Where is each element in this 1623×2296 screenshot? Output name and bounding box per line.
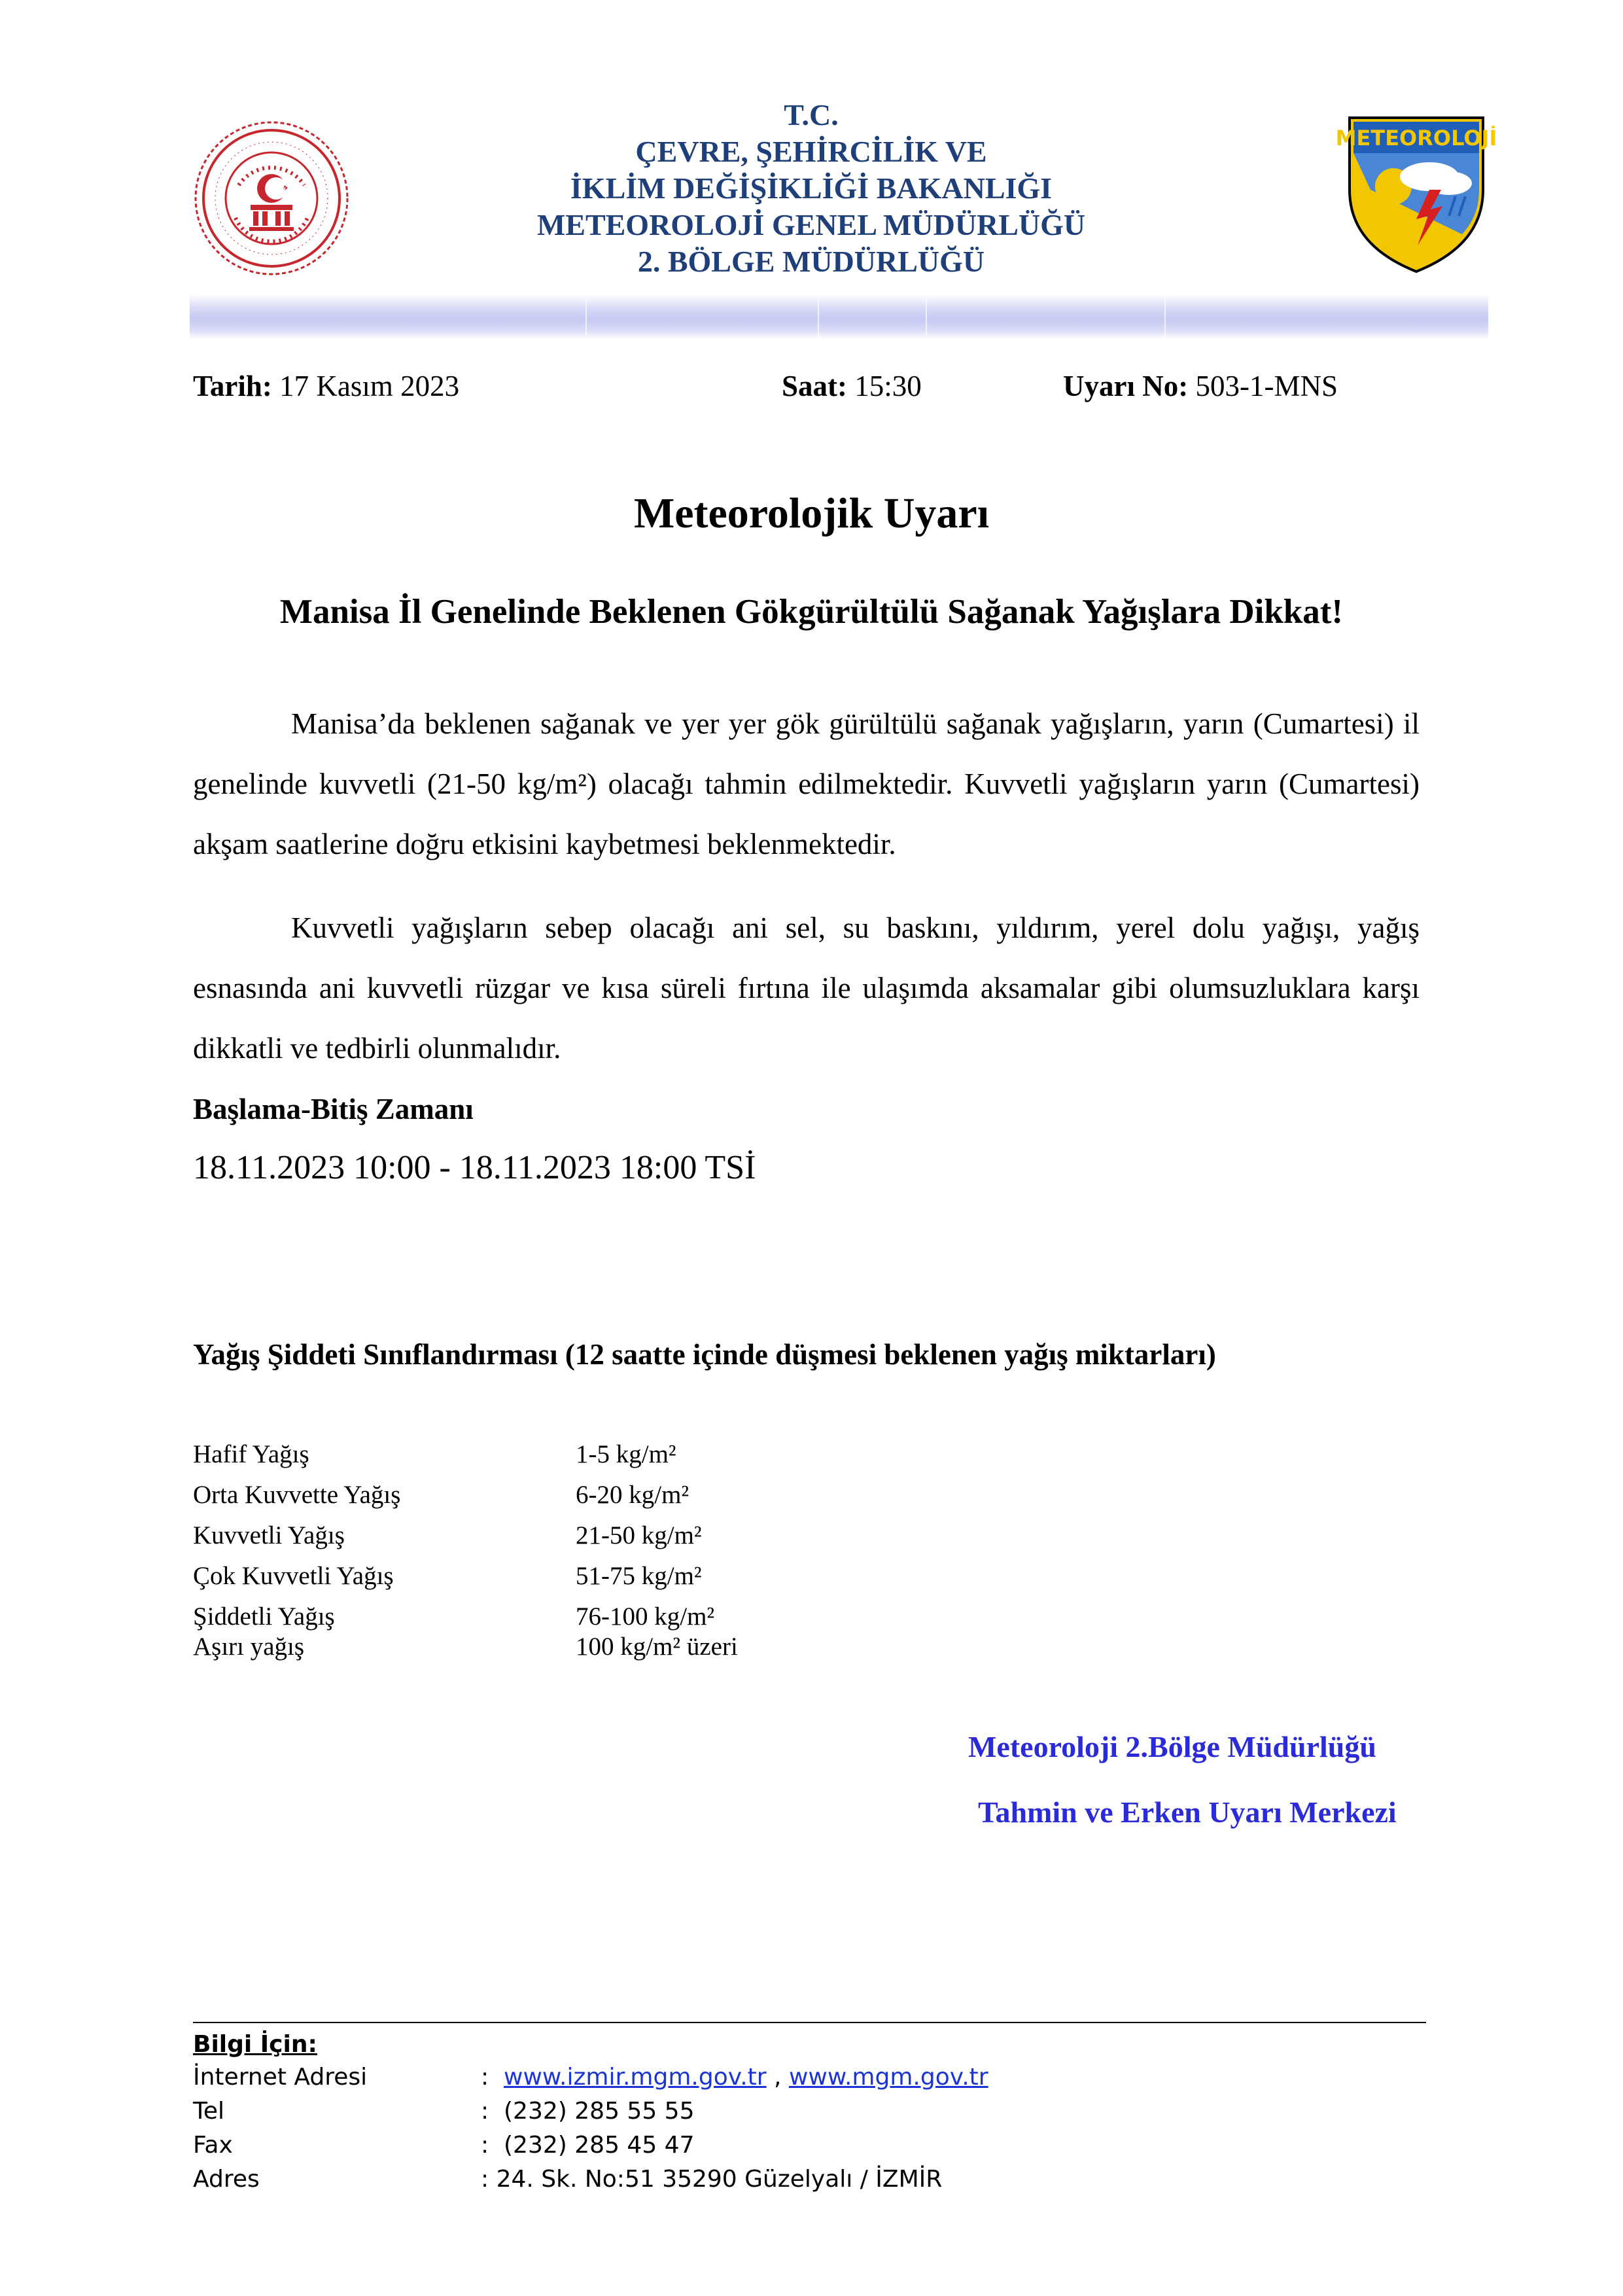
body-paragraph-1: Manisa’da beklenen sağanak ve yer yer gök gürültülü sağanak yağışların, yarın (Cumartesi) il genelinde kuvvetli (21-50 kg/m²) olacağı tahmin edilmektedir. Kuvvetli yağışların yarın (Cumartesi) akşam saatlerine doğru etkisini kaybetmesi beklenmektedir. xyxy=(193,707,1420,860)
footer-address-label: Adres xyxy=(193,2166,260,2193)
date-field xyxy=(193,366,459,406)
mgm-link[interactable]: www.mgm.gov.tr xyxy=(788,2064,988,2091)
page-title: Meteorolojik Uyarı xyxy=(633,489,990,537)
classification-value: 51-75 kg/m² xyxy=(576,1562,702,1590)
classification-value: 21-50 kg/m² xyxy=(576,1521,702,1549)
logo-text: METEOROLOJİ xyxy=(1335,126,1497,150)
classification-name: Kuvvetli Yağış xyxy=(193,1521,345,1549)
footer-fax-label: Fax xyxy=(193,2132,233,2159)
footer-divider xyxy=(193,2022,1426,2023)
classification-value: 1-5 kg/m² xyxy=(576,1440,676,1468)
body-paragraph-2: Kuvvetli yağışların sebep olacağı ani sel, su baskını, yıldırım, yerel dolu yağışı, yağış esnasında ani kuvvetli rüzgar ve kısa süreli fırtına ile ulaşımda aksamalar gibi olumsuzluklara karşı dikkatli ve tedbirli olunmalıdır. xyxy=(193,911,1420,1065)
classification-name: Çok Kuvvetli Yağış xyxy=(193,1562,394,1590)
warning-number-field xyxy=(1063,366,1338,406)
footer-fax-value: : (232) 285 45 47 xyxy=(481,2132,695,2159)
classification-value: 100 kg/m² üzeri xyxy=(576,1633,738,1661)
classification-name: Orta Kuvvette Yağış xyxy=(193,1481,401,1509)
footer-internet-value: : www.izmir.mgm.gov.tr , www.mgm.gov.tr xyxy=(481,2064,988,2091)
header-ministry-line1: ÇEVRE, ŞEHİRCİLİK VE xyxy=(635,135,987,168)
header-band xyxy=(190,294,1488,339)
signature-line-1: Meteoroloji 2.Bölge Müdürlüğü xyxy=(968,1730,1376,1763)
header-directorate: METEOROLOJİ GENEL MÜDÜRLÜĞÜ xyxy=(536,208,1086,241)
validity-value: 18.11.2023 10:00 - 18.11.2023 18:00 TSİ xyxy=(193,1149,756,1186)
header-ministry-line2: İKLİM DEĞİŞİKLİĞİ BAKANLIĞI xyxy=(570,171,1053,205)
classification-name: Aşırı yağış xyxy=(193,1633,305,1661)
classification-value: 76-100 kg/m² xyxy=(576,1602,715,1631)
warning-subtitle: Manisa İl Genelinde Beklenen Gökgürültülü Sağanak Yağışlara Dikkat! xyxy=(279,593,1344,631)
classification-value: 6-20 kg/m² xyxy=(576,1481,689,1509)
izmir-mgm-link[interactable]: www.izmir.mgm.gov.tr xyxy=(504,2064,767,2091)
classification-heading: Yağış Şiddeti Sınıflandırması (12 saatte içinde düşmesi beklenen yağış miktarları) xyxy=(193,1338,1216,1371)
footer-address-value: : 24. Sk. No:51 35290 Güzelyalı / İZMİR xyxy=(481,2166,943,2193)
header-region: 2. BÖLGE MÜDÜRLÜĞÜ xyxy=(637,245,985,278)
header-tc: T.C. xyxy=(784,98,839,132)
footer-heading: Bilgi İçin: xyxy=(193,2031,317,2058)
warning-number-label: Uyarı No: xyxy=(1063,370,1189,402)
time-field xyxy=(782,366,922,406)
time-label: Saat: xyxy=(782,370,847,402)
footer-tel-label: Tel xyxy=(193,2098,225,2125)
signature-line-2: Tahmin ve Erken Uyarı Merkezi xyxy=(978,1795,1397,1829)
meteoroloji-logo-icon xyxy=(1335,111,1497,275)
date-value: 17 Kasım 2023 xyxy=(279,370,460,402)
classification-name: Şiddetli Yağış xyxy=(193,1602,335,1631)
footer-internet-label: İnternet Adresi xyxy=(193,2064,368,2091)
time-value: 15:30 xyxy=(854,370,922,402)
validity-heading: Başlama-Bitiş Zamanı xyxy=(193,1093,474,1125)
date-label: Tarih: xyxy=(193,370,272,402)
warning-number-value: 503-1-MNS xyxy=(1195,370,1338,402)
classification-name: Hafif Yağış xyxy=(193,1440,309,1468)
footer-tel-value: : (232) 285 55 55 xyxy=(481,2098,695,2125)
